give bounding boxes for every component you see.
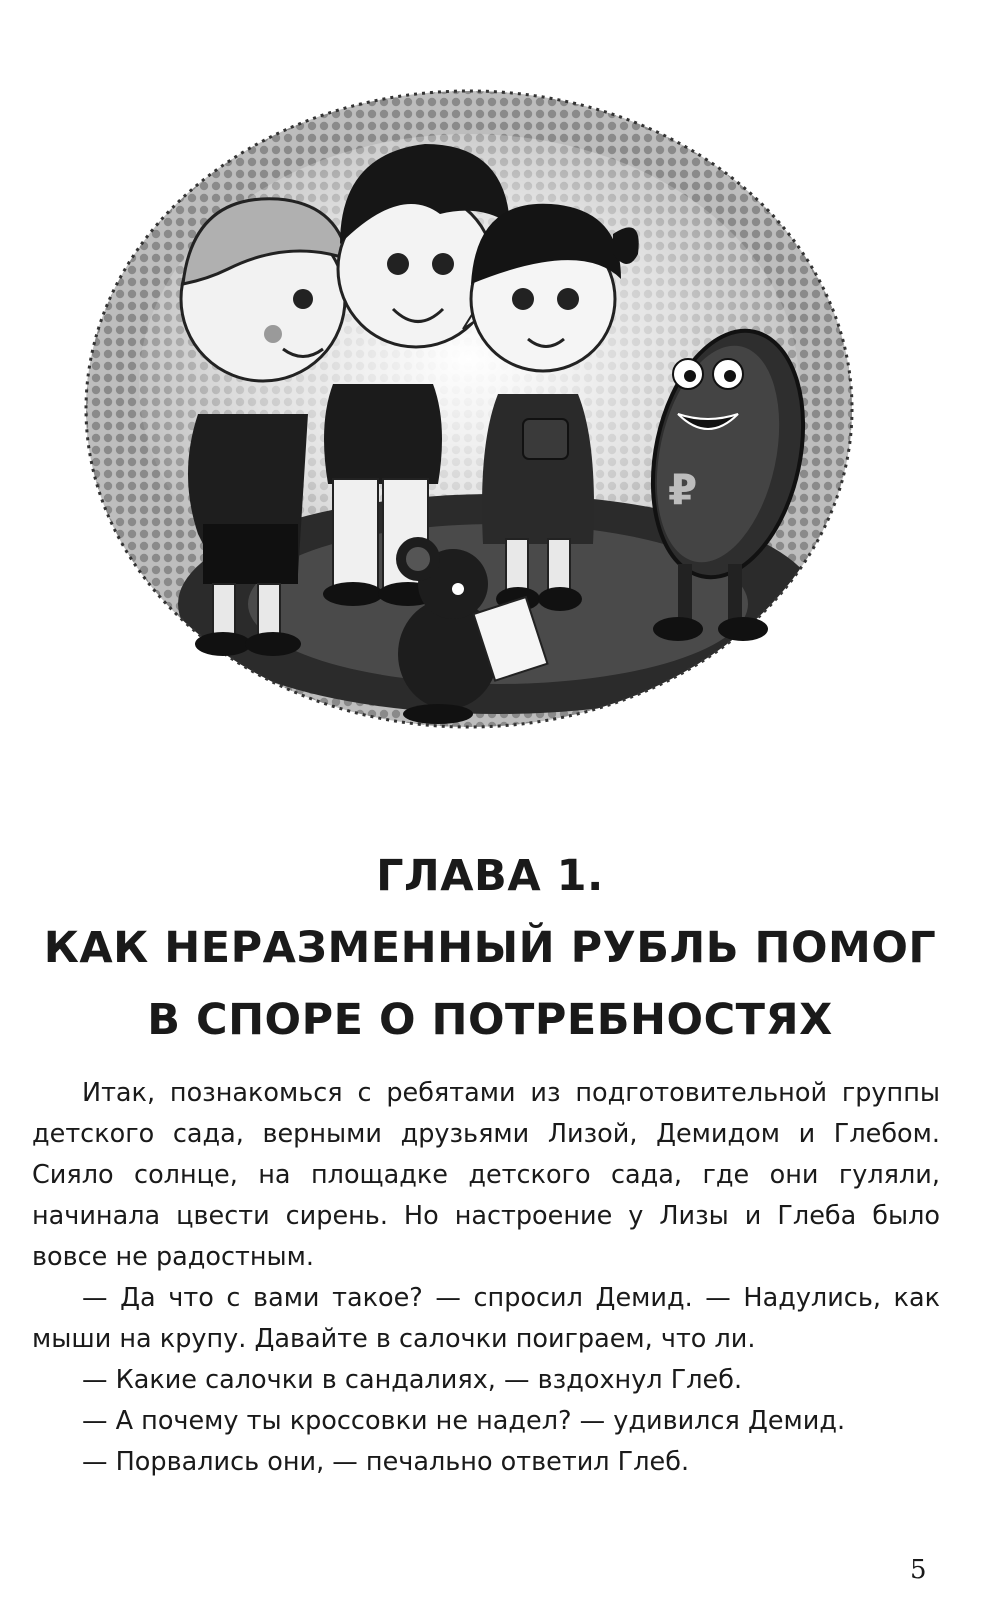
chapter-number: ГЛАВА 1. [376,851,604,901]
chapter-illustration [78,84,860,734]
paragraph-intro: Итак, познакомься с ребятами из подготовительной группы детского сада, верными друзьями Лизой, Демидом и Глебом. Сияло солнце, на площадке детского сада, где они гуляли, начинала цвести сирень. Но настроение у Лизы и Глеба было вовсе не радостным. [32,1078,940,1272]
paragraph-dialogue-2: — Какие салочки в сандалиях, — вздохнул Глеб. [82,1365,743,1395]
chapter-title [20,840,960,1056]
paragraph-dialogue-4: — Порвались они, — печально ответил Глеб. [82,1447,690,1477]
body-text [32,1073,940,1483]
ruble-symbol: ₽ [668,465,698,514]
chapter-title-line-2: В СПОРЕ О ПОТРЕБНОСТЯХ [147,995,833,1045]
chapter-title-line-1: КАК НЕРАЗМЕННЫЙ РУБЛЬ ПОМОГ [43,923,937,973]
page-number: 5 [910,1555,927,1585]
paragraph-dialogue-3: — А почему ты кроссовки не надел? — удивился Демид. [82,1406,846,1436]
paragraph-dialogue-1: — Да что с вами такое? — спросил Демид. — Надулись, как мыши на крупу. Давайте в салочки поиграем, что ли. [32,1283,940,1354]
